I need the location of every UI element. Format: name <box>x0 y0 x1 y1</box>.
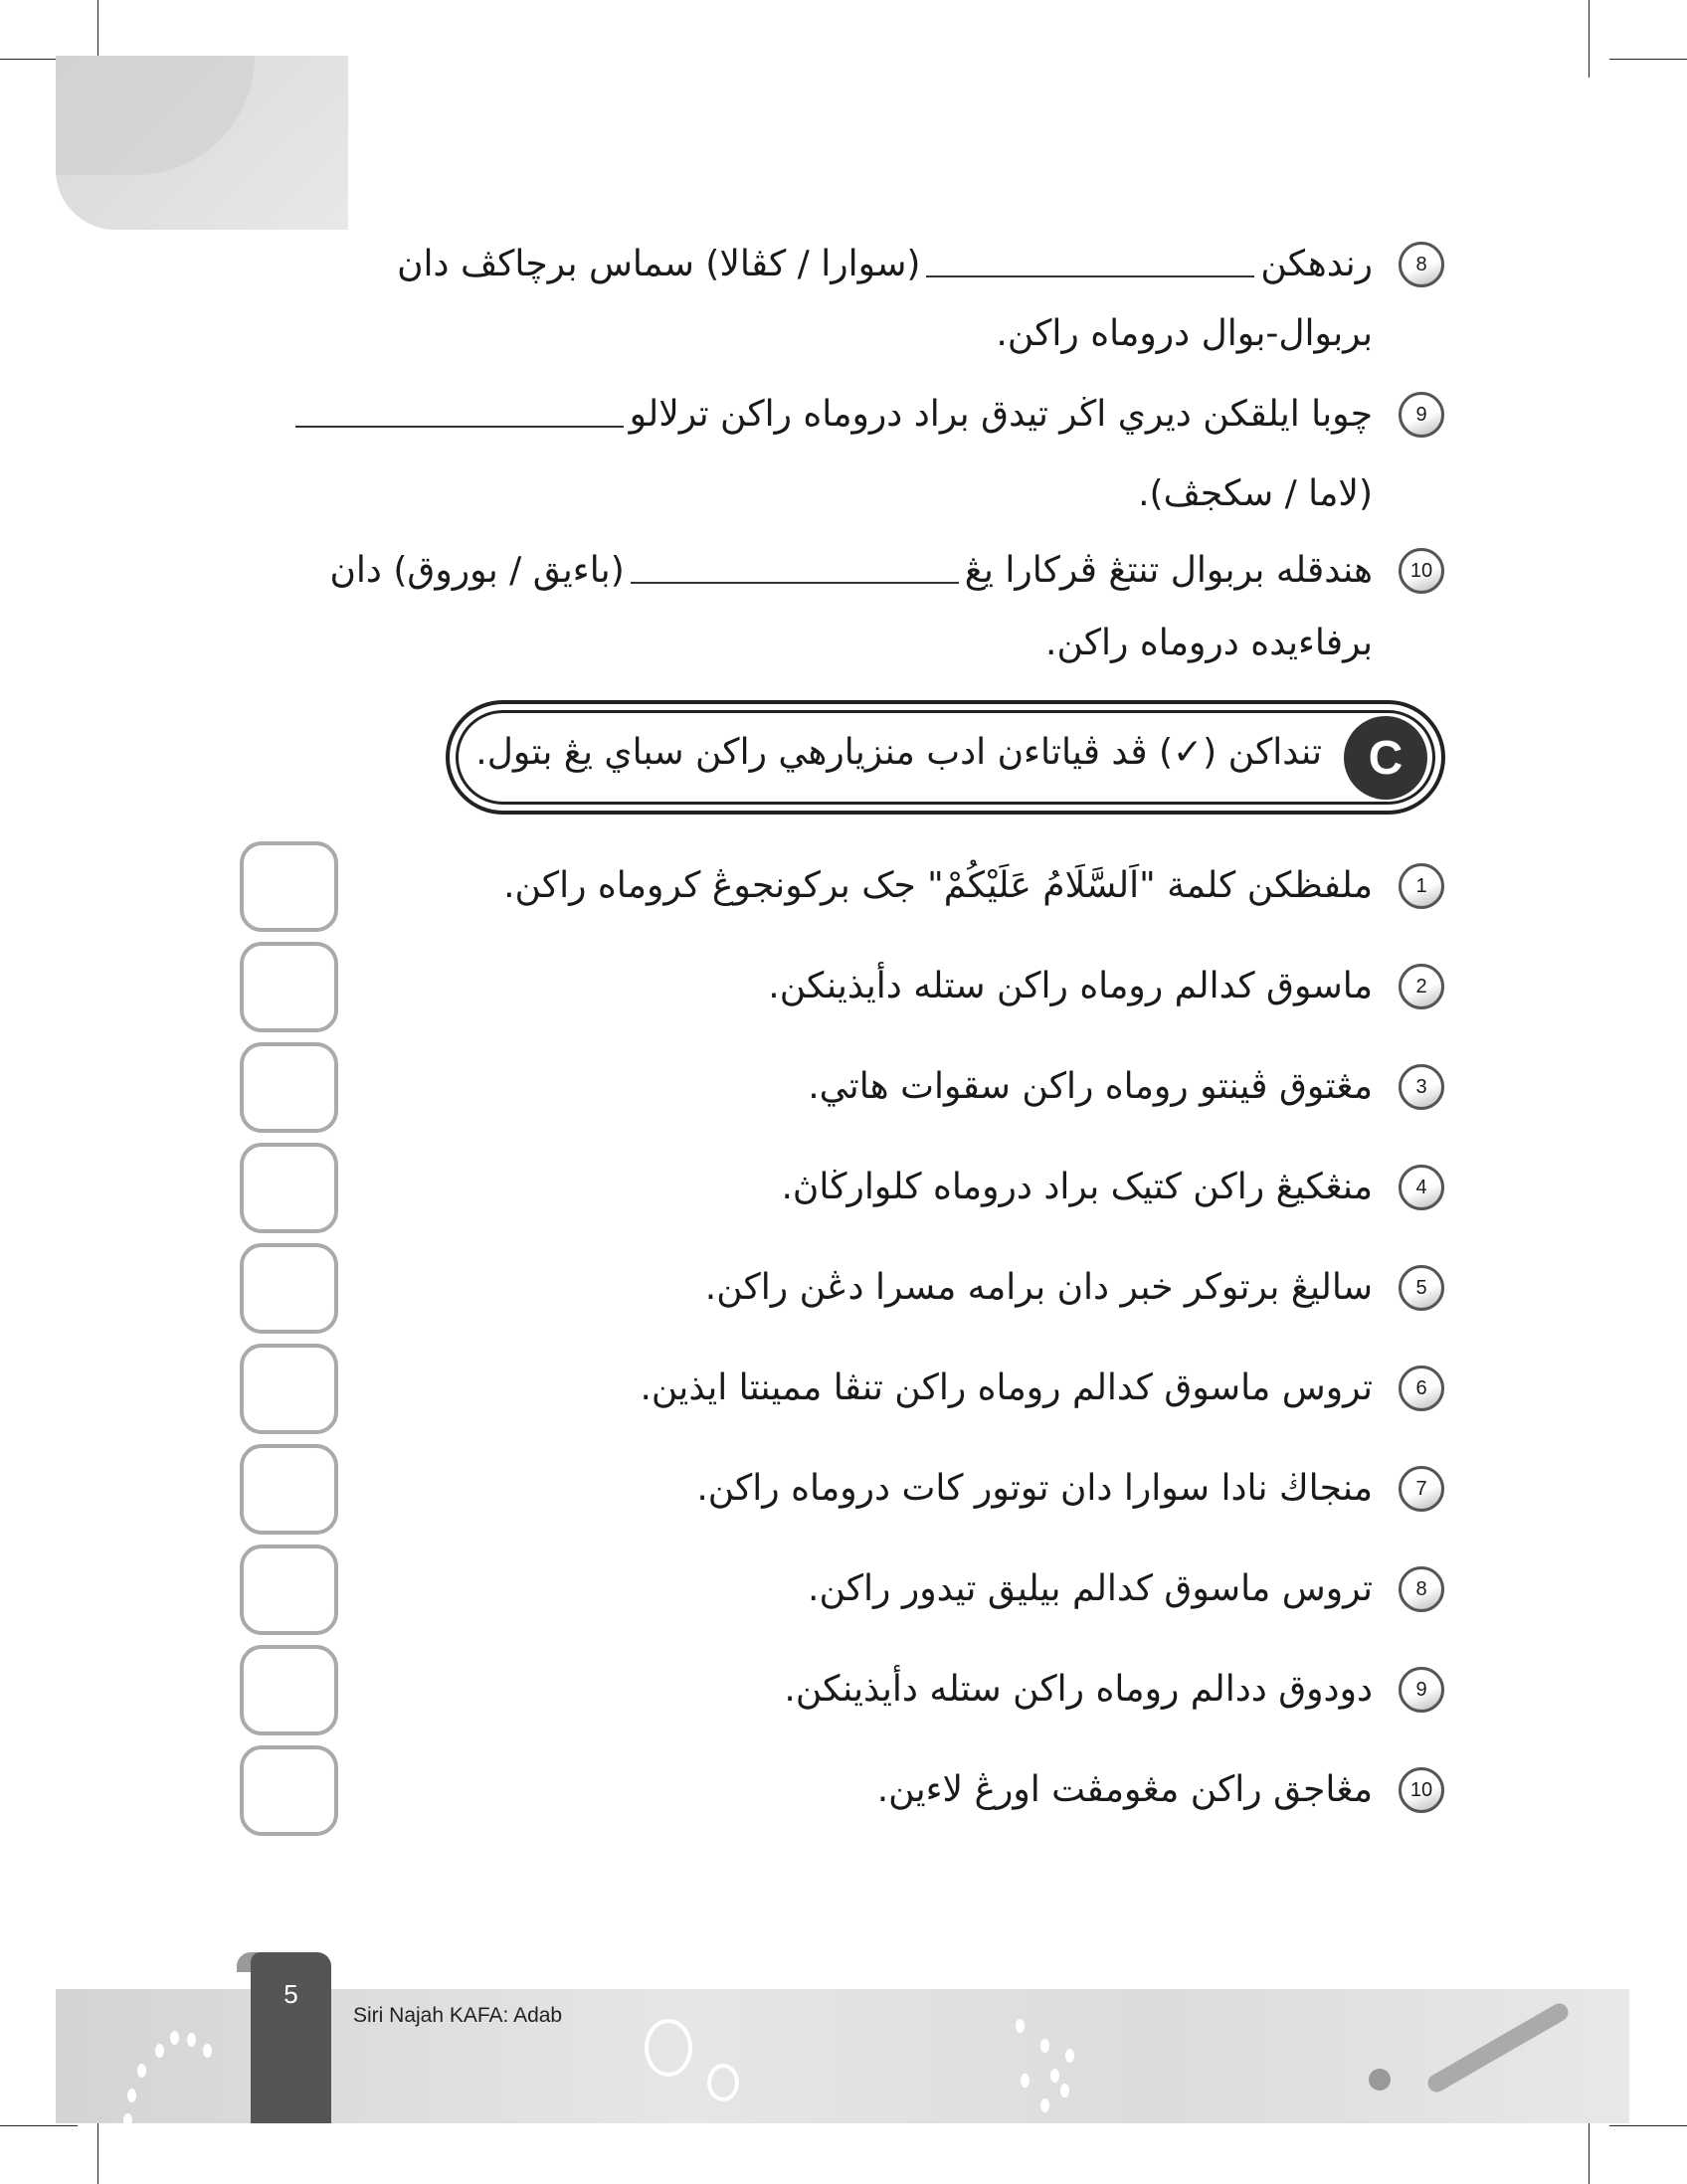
item-number-badge: 8 <box>1399 1566 1444 1612</box>
question-line <box>329 546 1373 596</box>
statement-text: مڠاجق راکن مڠومڤت اورڠ لاءين. <box>876 1769 1373 1810</box>
crop-mark <box>1609 2125 1687 2126</box>
question-text: رندهکن <box>1260 244 1373 284</box>
question-text: (سوارا / کڤالا) سماس برچاکڤ دان <box>397 244 921 284</box>
dot-decoration <box>1369 2069 1391 2091</box>
section-badge: C <box>1344 716 1427 800</box>
page-number: 5 <box>283 1979 298 2009</box>
item-number-badge: 8 <box>1399 242 1444 287</box>
answer-blank[interactable] <box>295 404 624 428</box>
item-number-badge: 7 <box>1399 1466 1444 1512</box>
series-title: Siri Najah KAFA: Adab <box>353 2004 563 2027</box>
circle-decoration <box>707 2064 739 2101</box>
answer-blank[interactable] <box>926 254 1254 277</box>
item-number-badge: 10 <box>1399 1767 1444 1813</box>
section-instruction: تنداکن (✓) ڤد ڤياتاءن ادب منزيارهي راکن سباي يڠ بتول. <box>475 732 1322 773</box>
item-number-badge: 9 <box>1399 392 1444 438</box>
statement-text: ساليڠ برتوکر خبر دان برامه مسرا دڠن راکن. <box>704 1267 1373 1308</box>
statement-text: منڠکيڠ راکن کتيک براد دروماه کلوارڬاڽ. <box>781 1167 1373 1207</box>
statement-text: ماسوق کدالم روماه راکن ستله دأيذينکن. <box>768 966 1373 1006</box>
item-number-badge: 9 <box>1399 1667 1444 1713</box>
crop-mark <box>0 2125 78 2126</box>
item-number-badge: 2 <box>1399 964 1444 1009</box>
question-text: هندقله بربوال تنتڠ ڤرکارا يڠ <box>964 550 1373 591</box>
crop-mark <box>1609 59 1687 60</box>
circle-decoration <box>645 2019 692 2077</box>
question-line <box>397 240 1373 289</box>
item-number-badge: 6 <box>1399 1365 1444 1411</box>
answer-blank[interactable] <box>631 560 959 584</box>
checkbox[interactable] <box>240 1545 338 1635</box>
question-text: چوبا ايلقکن ديري اڬر تيدق براد دروماه راکن ترلالو <box>629 394 1373 435</box>
question-text: بربوال-بوال دروماه راکن. <box>996 313 1373 354</box>
statement-text: تروس ماسوق کدالم روماه راکن تنڤا ممينتا ايذين. <box>640 1367 1373 1408</box>
statement-text: منجاڬ نادا سوارا دان توتور کات دروماه راکن. <box>696 1468 1373 1509</box>
crop-mark <box>1589 0 1590 78</box>
statement-text: مڠتوق ڤينتو روماه راکن سقوات هاتي. <box>808 1066 1373 1107</box>
statement-text: تروس ماسوق کدالم بيليق تيدور راکن. <box>808 1568 1373 1609</box>
stripe-decoration <box>1424 2000 1572 2095</box>
question-line <box>289 390 1373 440</box>
page-tab <box>251 1952 331 2123</box>
item-number-badge: 4 <box>1399 1165 1444 1210</box>
section-c-header <box>446 700 1445 815</box>
item-number-badge: 1 <box>1399 863 1444 909</box>
checkbox[interactable] <box>240 1344 338 1434</box>
item-number-badge: 10 <box>1399 548 1444 594</box>
statement-text: ملفظکن کلمة "اَلسَّلَامُ عَلَيْكُمْ" جک برکونجوڠ کروماه راکن. <box>503 865 1373 906</box>
checkbox[interactable] <box>240 942 338 1032</box>
checkbox[interactable] <box>240 841 338 932</box>
question-text: (باءيق / بوروق) دان <box>329 550 625 591</box>
checkbox[interactable] <box>240 1745 338 1836</box>
item-number-badge: 3 <box>1399 1064 1444 1110</box>
checkbox[interactable] <box>240 1444 338 1535</box>
statement-text: دودوق ددالم روماه راکن ستله دأيذينکن. <box>784 1669 1373 1710</box>
question-text: برفاءيده دروماه راکن. <box>1045 623 1373 663</box>
checkbox[interactable] <box>240 1143 338 1233</box>
checkbox[interactable] <box>240 1042 338 1133</box>
item-number-badge: 5 <box>1399 1265 1444 1311</box>
question-text: (لاما / سکجڤ). <box>1138 473 1373 514</box>
checkbox[interactable] <box>240 1243 338 1334</box>
checkbox[interactable] <box>240 1645 338 1735</box>
